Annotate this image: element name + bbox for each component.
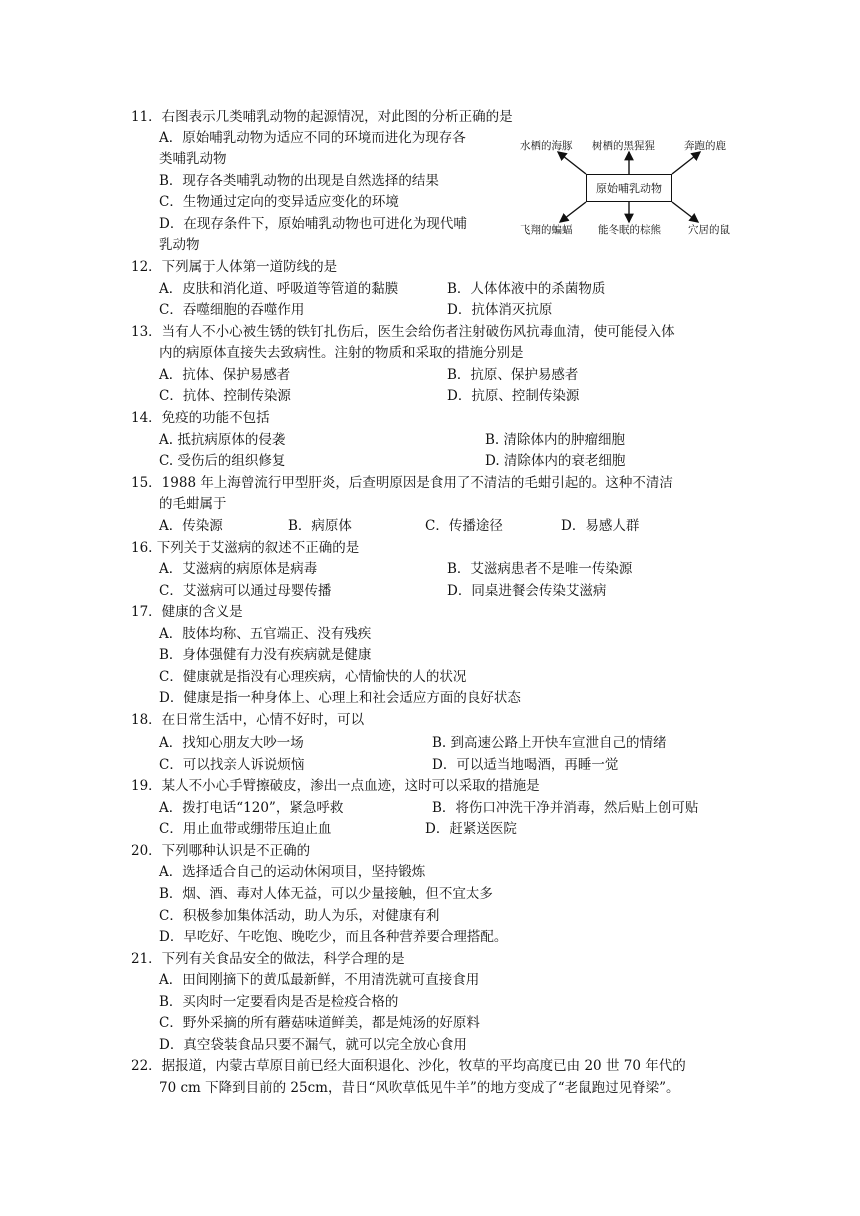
q16-stem: 16. 下列关于艾滋病的叙述不正确的是 (131, 540, 360, 556)
q21-option-d: D．真空袋装食品只要不漏气，就可以完全放心食用 (159, 1037, 467, 1053)
q21-stem: 21．下列有关食品安全的做法，科学合理的是 (131, 951, 405, 967)
q22-stem-line2: 70 cm 下降到目前的 25cm，昔日“风吹草低见牛羊”的地方变成了“老鼠跑过见脊梁”。 (159, 1080, 680, 1096)
q11-option-a-line2: 类哺乳动物 (159, 151, 227, 167)
diagram-center-box: 原始哺乳动物 (586, 174, 672, 202)
q17-option-d: D．健康是指一种身体上、心理上和社会适应方面的良好状态 (159, 690, 521, 706)
diagram-label-chimpanzee: 树栖的黑猩猩 (592, 140, 655, 152)
q11-option-d-line2: 乳动物 (159, 237, 200, 253)
q19-option-b: B．将伤口冲洗干净并消毒，然后贴上创可贴 (432, 800, 699, 816)
q16-option-c: C．艾滋病可以通过母婴传播 (159, 583, 332, 599)
q11-option-a-line1: A．原始哺乳动物为适应不同的环境而进化为现存各 (159, 130, 466, 146)
q17-stem: 17．健康的含义是 (131, 604, 243, 620)
q16-option-d: D．同桌进餐会传染艾滋病 (447, 583, 607, 599)
q14-stem: 14．免疫的功能不包括 (131, 410, 270, 426)
q22-stem-line1: 22．据报道，内蒙古草原目前已经大面积退化、沙化，牧草的平均高度已由 20 世 70 年代的 (131, 1058, 686, 1074)
q11-stem: 11．右图表示几类哺乳动物的起源情况，对此图的分析正确的是 (131, 109, 513, 125)
q15-option-d: D．易感人群 (561, 518, 640, 534)
q18-option-b: B. 到高速公路上开快车宣泄自己的情绪 (432, 735, 667, 751)
q19-option-c: C．用止血带或绷带压迫止血 (159, 821, 332, 837)
q15-stem-line1: 15．1988 年上海曾流行甲型肝炎，后查明原因是食用了不清洁的毛蚶引起的。这种不清洁 (131, 475, 673, 491)
q17-option-a: A．肢体均称、五官端正、没有残疾 (159, 626, 372, 642)
mammal-origin-diagram (518, 130, 738, 242)
q20-option-d: D．早吃好、午吃饱、晚吃少，而且各种营养要合理搭配。 (159, 929, 508, 945)
q12-stem: 12．下列属于人体第一道防线的是 (131, 259, 338, 275)
q14-option-a: A. 抵抗病原体的侵袭 (159, 432, 286, 448)
q11-option-c: C．生物通过定向的变异适应变化的环境 (159, 194, 399, 210)
diagram-label-deer: 奔跑的鹿 (684, 140, 726, 152)
q17-option-b: B．身体强健有力没有疾病就是健康 (159, 647, 372, 663)
q16-option-a: A．艾滋病的病原体是病毒 (159, 561, 318, 577)
q12-option-a: A．皮肤和消化道、呼吸道等管道的黏膜 (159, 281, 399, 297)
q20-option-b: B．烟、酒、毒对人体无益，可以少量接触，但不宜太多 (159, 886, 493, 902)
q12-option-d: D．抗体消灭抗原 (447, 302, 553, 318)
q13-option-a: A．抗体、保护易感者 (159, 367, 291, 383)
q20-option-c: C．积极参加集体活动，助人为乐，对健康有利 (159, 908, 440, 924)
q20-stem: 20．下列哪种认识是不正确的 (131, 843, 311, 859)
q15-option-a: A．传染源 (159, 518, 223, 534)
q21-option-a: A．田间刚摘下的黄瓜最新鲜，不用清洗就可直接食用 (159, 972, 480, 988)
q15-stem-line2: 的毛蚶属于 (159, 496, 227, 512)
diagram-label-bat: 飞翔的蝙蝠 (520, 224, 573, 236)
diagram-label-mouse: 穴居的鼠 (688, 224, 730, 236)
q13-option-b: B．抗原、保护易感者 (447, 367, 579, 383)
q12-option-c: C．吞噬细胞的吞噬作用 (159, 302, 305, 318)
q18-option-c: C．可以找亲人诉说烦恼 (159, 757, 305, 773)
q11-option-b: B．现存各类哺乳动物的出现是自然选择的结果 (159, 173, 439, 189)
q11-option-d-line1: D．在现存条件下，原始哺乳动物也可进化为现代哺 (159, 216, 467, 232)
q19-stem: 19．某人不小心手臂擦破皮，渗出一点血迹，这时可以采取的措施是 (131, 778, 540, 794)
q21-option-b: B．买肉时一定要看肉是否是检疫合格的 (159, 994, 399, 1010)
q19-option-d: D．赶紧送医院 (425, 821, 517, 837)
q15-option-c: C．传播途径 (425, 518, 503, 534)
q18-option-d: D．可以适当地喝酒，再睡一觉 (432, 757, 619, 773)
diagram-label-dolphin: 水栖的海豚 (520, 140, 573, 152)
diagram-label-bear: 能冬眠的棕熊 (598, 224, 661, 236)
q15-option-b: B．病原体 (288, 518, 352, 534)
q14-option-c: C. 受伤后的组织修复 (159, 453, 286, 469)
q20-option-a: A．选择适合自己的运动休闲项目，坚持锻炼 (159, 864, 426, 880)
q14-option-d: D. 清除体内的衰老细胞 (485, 453, 626, 469)
q18-stem: 18．在日常生活中，心情不好时，可以 (131, 712, 365, 728)
q14-option-b: B. 清除体内的肿瘤细胞 (485, 432, 626, 448)
q13-option-c: C．抗体、控制传染源 (159, 388, 291, 404)
q18-option-a: A．找知心朋友大吵一场 (159, 735, 304, 751)
q21-option-c: C．野外采摘的所有蘑菇味道鲜美，都是炖汤的好原料 (159, 1015, 480, 1031)
q13-option-d: D．抗原、控制传染源 (447, 388, 580, 404)
q17-option-c: C．健康就是指没有心理疾病，心情愉快的人的状况 (159, 669, 467, 685)
q16-option-b: B．艾滋病患者不是唯一传染源 (447, 561, 633, 577)
q19-option-a: A．拨打电话“120”，紧急呼救 (159, 800, 344, 816)
q13-stem-line1: 13．当有人不小心被生锈的铁钉扎伤后，医生会给伤者注射破伤风抗毒血清，使可能侵入体 (131, 324, 675, 340)
q13-stem-line2: 内的病原体直接失去致病性。注射的物质和采取的措施分别是 (159, 345, 524, 361)
q12-option-b: B．人体体液中的杀菌物质 (447, 281, 606, 297)
